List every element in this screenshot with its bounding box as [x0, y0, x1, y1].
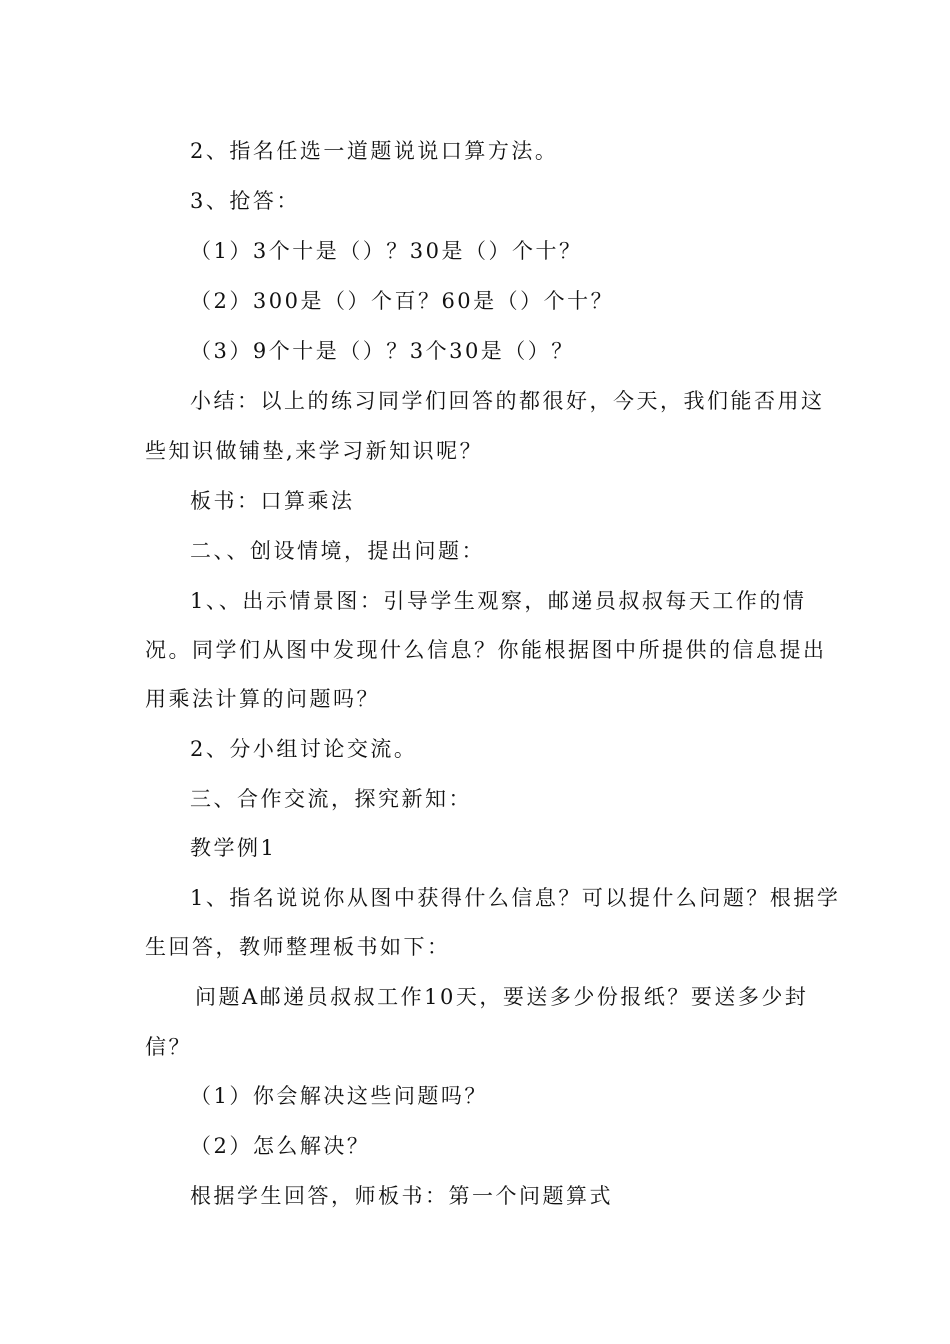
text-line: 1、、出示情景图：引导学生观察，邮递员叔叔每天工作的情: [190, 589, 807, 613]
text-line: （3）9个十是（）？3个30是（）？: [190, 339, 575, 363]
text-line: 二、、创设情境，提出问题：: [190, 539, 485, 563]
text-line: 根据学生回答，师板书：第一个问题算式: [190, 1184, 613, 1208]
text-line: 小结：以上的练习同学们回答的都很好，今天，我们能否用这: [190, 389, 825, 413]
text-line: 信？: [145, 1035, 192, 1059]
text-line: 2、指名任选一道题说说口算方法。: [190, 139, 559, 163]
text-line: 3、抢答：: [190, 189, 300, 213]
text-line: 1、指名说说你从图中获得什么信息？可以提什么问题？根据学: [190, 886, 841, 910]
text-line: 2、分小组讨论交流。: [190, 737, 418, 761]
text-line: 三、合作交流，探究新知：: [190, 787, 472, 811]
text-line: 况。同学们从图中发现什么信息？你能根据图中所提供的信息提出: [145, 638, 827, 662]
text-line: 教学例1: [190, 836, 277, 860]
text-line: （2）怎么解决？: [190, 1134, 371, 1158]
text-line: 问题A邮递员叔叔工作10天，要送多少份报纸？要送多少封: [195, 985, 809, 1009]
text-line: 生回答，教师整理板书如下：: [145, 935, 451, 959]
text-line: 板书：口算乘法: [190, 489, 355, 513]
text-line: 用乘法计算的问题吗？: [145, 687, 380, 711]
text-line: （1）你会解决这些问题吗？: [190, 1084, 488, 1108]
text-line: （2）300是（）个百？60是（）个十？: [190, 289, 615, 313]
text-line: （1）3个十是（）？30是（）个十？: [190, 239, 583, 263]
text-line: 些知识做铺垫,来学习新知识呢？: [145, 439, 484, 463]
